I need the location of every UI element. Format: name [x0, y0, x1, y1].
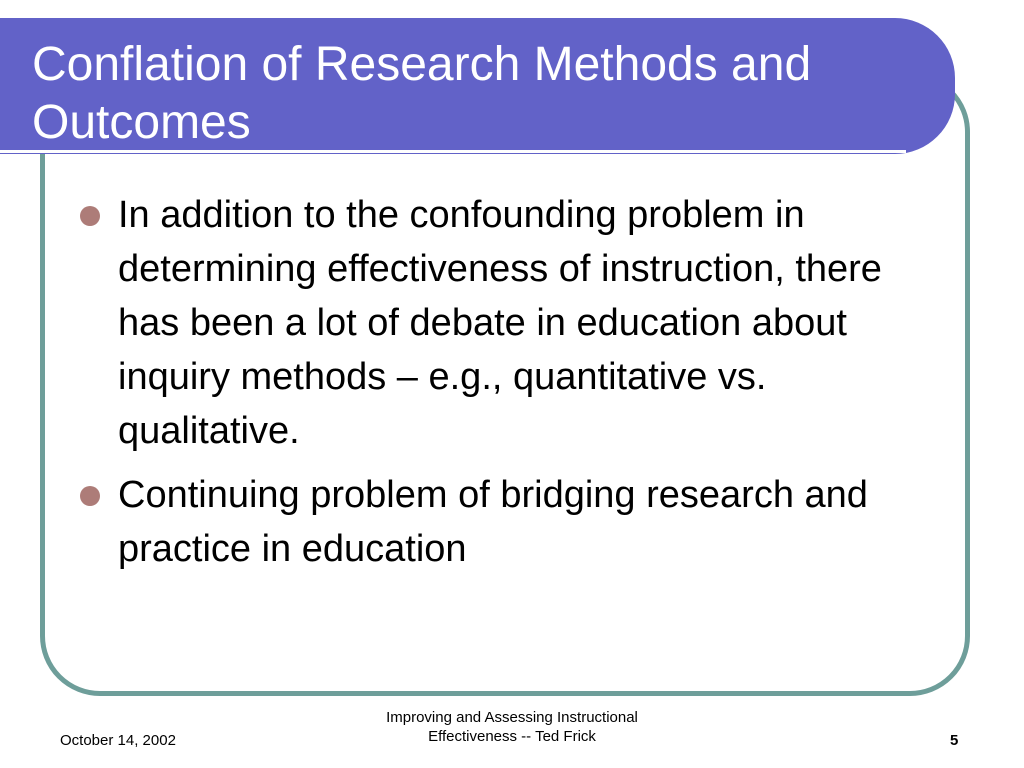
bullet-dot-icon	[80, 486, 100, 506]
bullet-text: In addition to the confounding problem in determining effectiveness of instruction, there has been a lot of debate in education about inquiry methods – e.g., quantitative vs. qualitative.	[118, 194, 882, 452]
title-underline	[0, 150, 906, 153]
bullet-item	[80, 188, 950, 458]
bullet-text: Continuing problem of bridging research and practice in education	[118, 474, 868, 570]
bullet-item	[80, 468, 950, 576]
title-bar	[0, 18, 955, 154]
bullet-dot-icon	[80, 206, 100, 226]
footer-date: October 14, 2002	[60, 732, 176, 749]
footer	[0, 700, 1024, 768]
footer-title-line1: Improving and Assessing Instructional	[386, 709, 638, 726]
footer-title	[342, 708, 682, 746]
slide-title: Conflation of Research Methods and Outcomes	[32, 38, 812, 149]
page-number: 5	[950, 732, 959, 749]
footer-title-line2: Effectiveness -- Ted Frick	[428, 728, 596, 745]
bullet-list	[80, 188, 950, 586]
